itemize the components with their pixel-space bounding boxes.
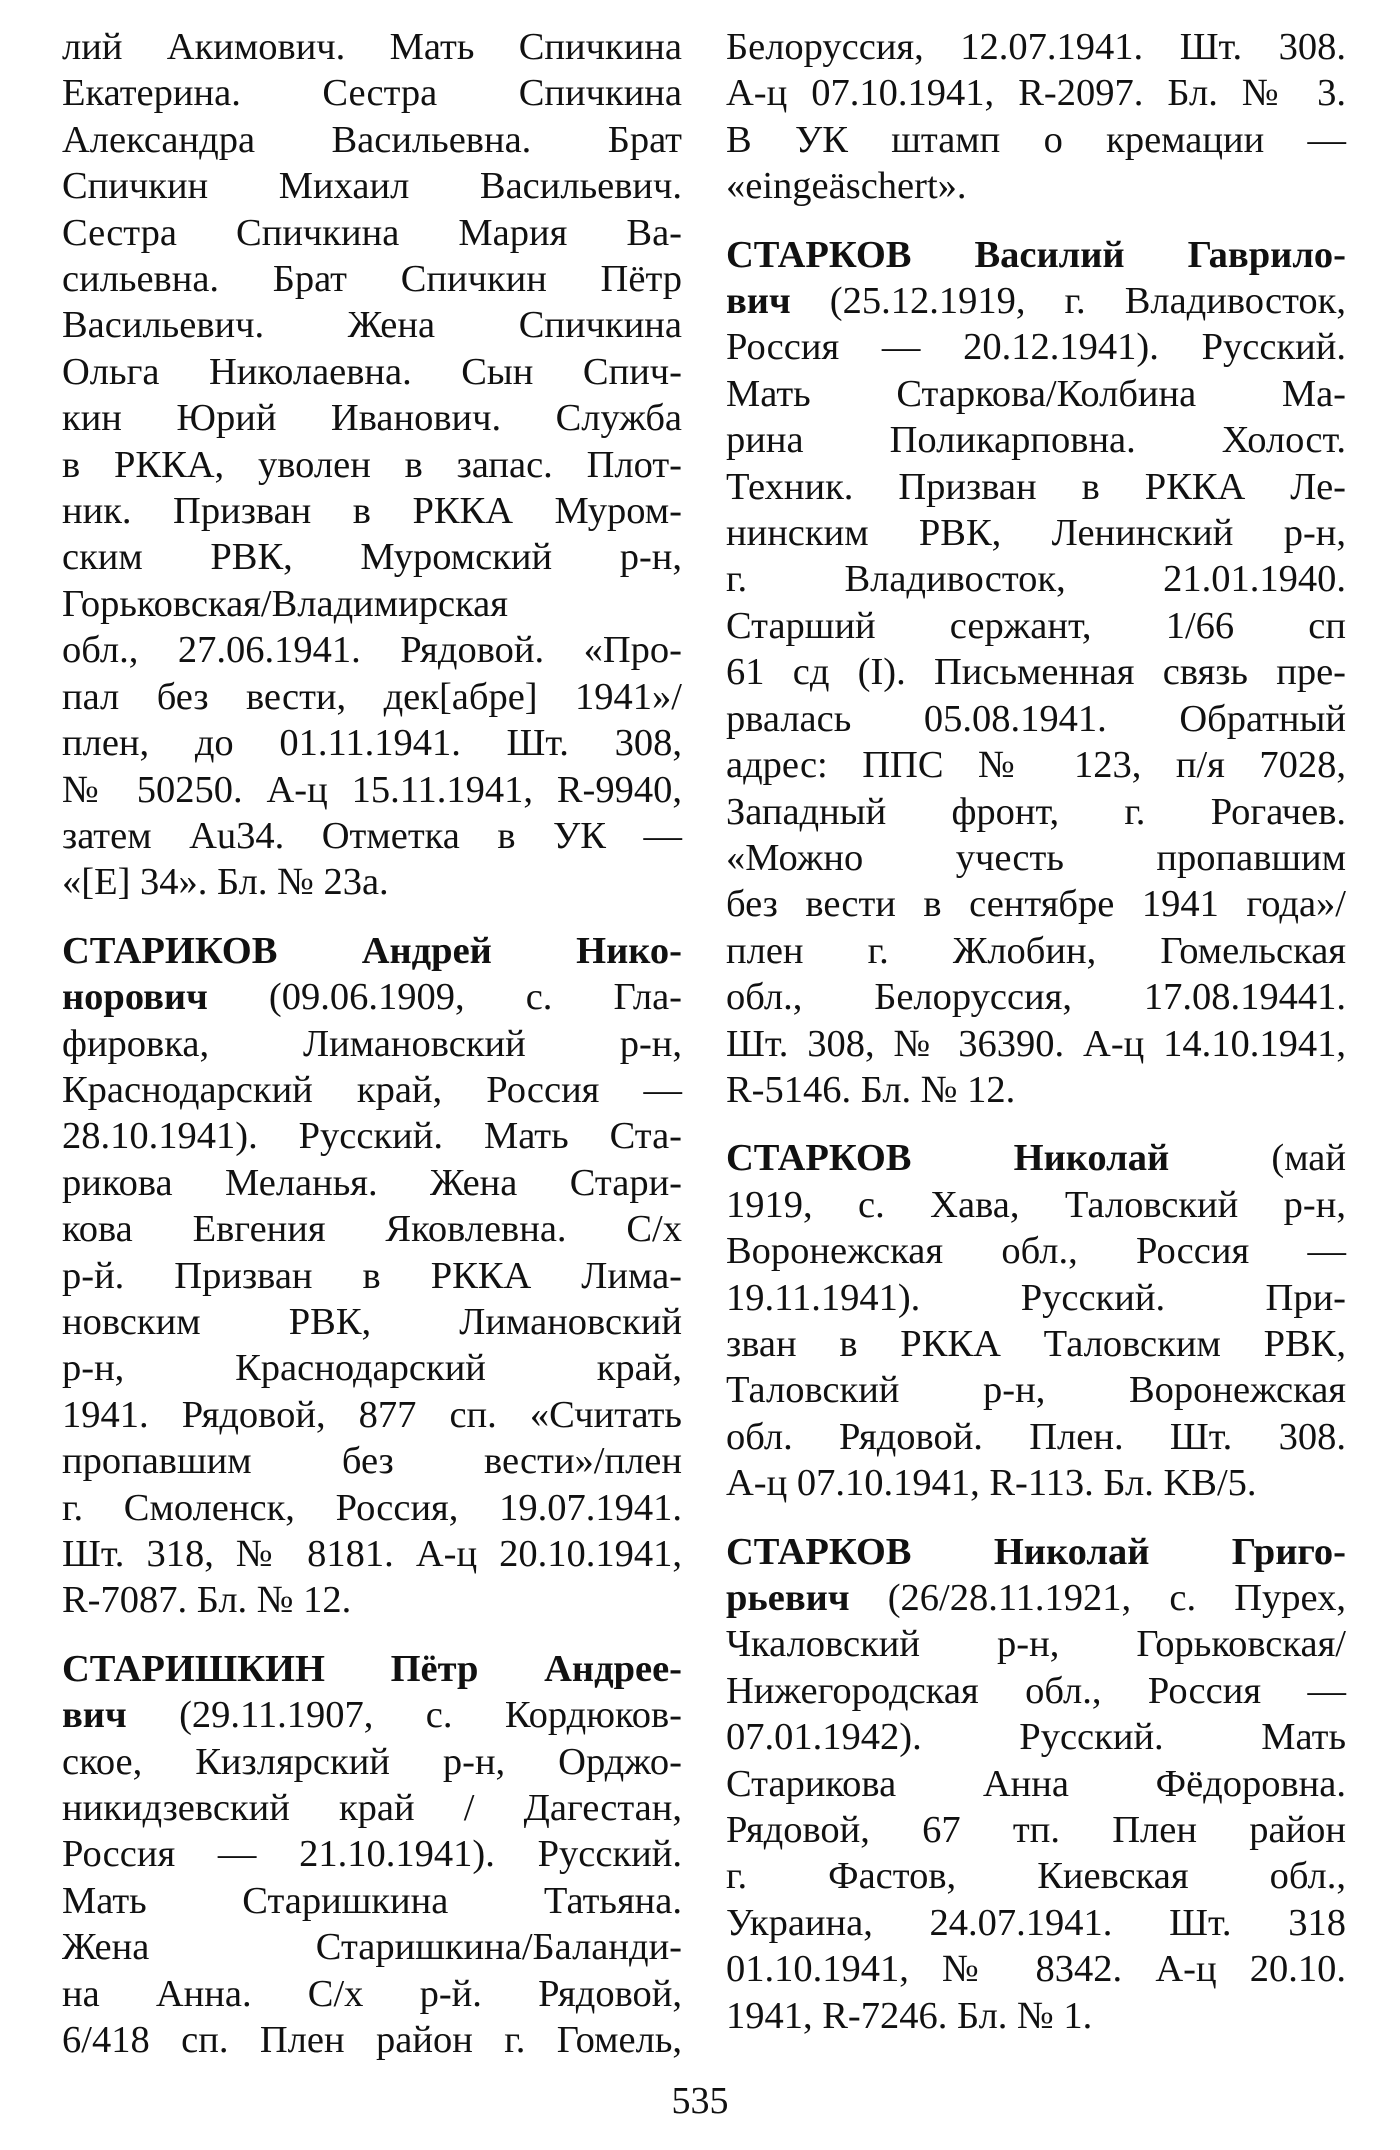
text-line [62, 1531, 682, 1577]
text-segment: без вести в сентябре 1941 года»/ [726, 883, 1346, 926]
text-line [726, 1946, 1346, 1992]
text-line [726, 324, 1346, 370]
text-line [62, 1438, 682, 1484]
text-line [726, 1575, 1346, 1621]
text-segment: никидзевский край / Дагестан, [62, 1787, 682, 1830]
text-segment: Краснодарский край, Россия — [62, 1068, 682, 1111]
paragraph-gap [726, 1113, 1346, 1135]
text-line [62, 674, 682, 720]
text-segment: плен г. Жлобин, Гомельская [726, 929, 1346, 972]
text-segment: Западный фронт, г. Рогачев. [726, 790, 1346, 833]
text-segment: в РККА, уволен в запас. Плот- [62, 443, 682, 486]
paragraph-gap [62, 1624, 682, 1646]
text-line [62, 302, 682, 348]
text-segment: Александра Васильевна. Брат [62, 118, 682, 161]
text-segment: № 50250. А-ц 15.11.1941, R-9940, [62, 768, 682, 811]
text-line [726, 1460, 1346, 1506]
text-segment: (май [1169, 1137, 1346, 1180]
text-segment: R-5146. Бл. № 12. [726, 1068, 1016, 1111]
text-line [726, 1414, 1346, 1460]
text-segment: А-ц 07.10.1941, R-113. Бл. KB/5. [726, 1462, 1257, 1505]
text-segment: 1941, R-7246. Бл. № 1. [726, 1994, 1093, 2037]
text-segment: фировка, Лимановский р-н, [62, 1022, 682, 1065]
text-segment: на Анна. С/х р-й. Рядовой, [62, 1972, 682, 2015]
text-line [62, 24, 682, 70]
text-line [62, 1253, 682, 1299]
text-line [62, 1785, 682, 1831]
text-line [62, 2017, 682, 2063]
text-segment: г. Владивосток, 21.01.1940. [726, 558, 1346, 601]
text-line [62, 163, 682, 209]
text-line [726, 371, 1346, 417]
text-line [726, 742, 1346, 788]
text-segment: Украина, 24.07.1941. Шт. 318 [726, 1901, 1346, 1944]
text-segment: Россия — 21.10.1941). Русский. [62, 1833, 682, 1876]
text-line [726, 835, 1346, 881]
text-segment: кова Евгения Яковлевна. С/х [62, 1208, 682, 1251]
text-segment: затем Au34. Отметка в УК — [62, 814, 682, 857]
text-line [726, 1900, 1346, 1946]
text-line [62, 442, 682, 488]
text-line [726, 928, 1346, 974]
text-segment: 19.11.1941). Русский. При- [726, 1276, 1346, 1319]
text-segment: ским РВК, Муромский р-н, [62, 536, 682, 579]
entry-paragraph [62, 928, 682, 1624]
entry-name-bold: СТАРКОВ Василий Гаврило- [726, 233, 1346, 276]
text-segment: лий Акимович. Мать Спичкина [62, 26, 682, 68]
text-segment: Мать Старишкина Татьяна. [62, 1879, 682, 1922]
text-segment: (09.06.1909, с. Гла- [207, 976, 682, 1019]
text-segment: Горьковская/Владимирская [62, 582, 508, 625]
text-line [62, 210, 682, 256]
text-line [726, 1993, 1346, 2039]
text-line [62, 859, 682, 905]
text-segment: Ольга Николаевна. Сын Спич- [62, 350, 682, 393]
text-line [726, 1621, 1346, 1667]
text-segment: В УК штамп о кремации — [726, 118, 1346, 161]
entry-name-bold: СТАРИКОВ Андрей Нико- [62, 929, 682, 972]
text-line [726, 24, 1346, 70]
text-segment: Екатерина. Сестра Спичкина [62, 72, 682, 115]
text-line [726, 603, 1346, 649]
text-line [726, 70, 1346, 116]
text-segment: адрес: ППС № 123, п/я 7028, [726, 744, 1346, 787]
text-segment: Воронежская обл., Россия — [726, 1230, 1346, 1273]
entry-paragraph [726, 24, 1346, 210]
text-line [62, 1206, 682, 1252]
text-line [62, 1299, 682, 1345]
text-line [726, 1021, 1346, 1067]
text-segment: А-ц 07.10.1941, R-2097. Бл. № 3. [726, 72, 1346, 115]
text-line [726, 232, 1346, 278]
text-line [726, 464, 1346, 510]
text-segment: ник. Призван в РККА Муром- [62, 490, 682, 533]
text-line [726, 117, 1346, 163]
entry-name-bold: вич [726, 280, 791, 323]
text-line [726, 510, 1346, 556]
text-segment: р-н, Краснодарский край, [62, 1347, 682, 1390]
text-line [726, 1853, 1346, 1899]
text-line [62, 581, 682, 627]
text-segment: пропавшим без вести»/плен [62, 1440, 682, 1483]
text-segment: рина Поликарповна. Холост. [726, 419, 1346, 462]
text-segment: р-й. Призван в РККА Лима- [62, 1254, 682, 1297]
page-number: 535 [671, 2080, 729, 2122]
text-segment: Васильевич. Жена Спичкина [62, 304, 682, 347]
text-line [726, 278, 1346, 324]
text-segment: Старикова Анна Фёдоровна. [726, 1762, 1346, 1805]
text-segment: новским РВК, Лимановский [62, 1300, 682, 1343]
text-line [726, 1367, 1346, 1413]
text-line [62, 1739, 682, 1785]
text-line [62, 1345, 682, 1391]
text-segment: 6/418 сп. Плен район г. Гомель, [62, 2019, 682, 2062]
text-segment: (29.11.1907, с. Кордюков- [126, 1694, 682, 1737]
text-line [62, 1021, 682, 1067]
text-segment: плен, до 01.11.1941. Шт. 308, [62, 722, 682, 765]
text-line [62, 1646, 682, 1692]
text-segment: Спичкин Михаил Васильевич. [62, 165, 682, 208]
text-segment: 61 сд (I). Письменная связь пре- [726, 651, 1346, 694]
text-segment: «Можно учесть пропавшим [726, 836, 1346, 879]
text-segment: Шт. 318, № 8181. А-ц 20.10.1941, [62, 1533, 682, 1575]
text-segment: Чкаловский р-н, Горьковская/ [726, 1623, 1346, 1666]
text-line [62, 928, 682, 974]
paragraph-gap [726, 210, 1346, 232]
text-segment: зван в РККА Таловским РВК, [726, 1322, 1346, 1365]
text-line [726, 1321, 1346, 1367]
entry-paragraph [62, 24, 682, 906]
text-line [62, 349, 682, 395]
text-line [62, 1160, 682, 1206]
text-line [726, 1228, 1346, 1274]
text-segment: кин Юрий Иванович. Служба [62, 397, 682, 440]
entry-paragraph [726, 232, 1346, 1114]
text-line [726, 1135, 1346, 1181]
text-line [62, 395, 682, 441]
text-line [62, 534, 682, 580]
text-line [62, 488, 682, 534]
entry-name-bold: СТАРКОВ Николай [726, 1137, 1170, 1180]
text-segment: Шт. 308, № 36390. А-ц 14.10.1941, [726, 1022, 1346, 1065]
text-line [62, 1971, 682, 2017]
text-line [62, 1067, 682, 1113]
text-segment: 07.01.1942). Русский. Мать [726, 1716, 1346, 1759]
text-segment: обл. Рядовой. Плен. Шт. 308. [726, 1415, 1346, 1458]
text-segment: рикова Меланья. Жена Стари- [62, 1161, 682, 1204]
text-line [62, 256, 682, 302]
text-segment: 01.10.1941, № 8342. А-ц 20.10. [726, 1948, 1346, 1991]
text-segment: рвалась 05.08.1941. Обратный [726, 697, 1346, 740]
text-line [62, 1577, 682, 1623]
text-line [726, 696, 1346, 742]
text-line [726, 1807, 1346, 1853]
text-segment: г. Смоленск, Россия, 19.07.1941. [62, 1486, 682, 1529]
text-line [62, 974, 682, 1020]
entry-name-bold: рьевич [726, 1577, 850, 1619]
right-column [726, 24, 1346, 2039]
text-line [726, 1067, 1346, 1113]
text-line [62, 1392, 682, 1438]
text-segment: 28.10.1941). Русский. Мать Ста- [62, 1115, 682, 1158]
text-segment: пал без вести, дек[абре] 1941»/ [62, 675, 682, 718]
text-line [726, 1275, 1346, 1321]
text-segment: R-7087. Бл. № 12. [62, 1579, 352, 1622]
text-segment: «eingeäschert». [726, 165, 967, 208]
text-segment: Белоруссия, 12.07.1941. Шт. 308. [726, 26, 1346, 68]
text-line [62, 627, 682, 673]
text-line [62, 1113, 682, 1159]
text-line [726, 1668, 1346, 1714]
text-segment: сильевна. Брат Спичкин Пётр [62, 258, 682, 301]
text-line [726, 789, 1346, 835]
text-segment: Сестра Спичкина Мария Ва- [62, 211, 682, 254]
text-segment: Россия — 20.12.1941). Русский. [726, 326, 1346, 369]
paragraph-gap [726, 1507, 1346, 1529]
text-segment: нинским РВК, Ленинский р-н, [726, 512, 1346, 555]
entry-name-bold: норович [62, 976, 208, 1019]
left-column [62, 24, 682, 2063]
text-line [62, 1692, 682, 1738]
text-line [726, 881, 1346, 927]
text-line [726, 163, 1346, 209]
text-line [62, 720, 682, 766]
text-line [726, 1761, 1346, 1807]
text-segment: Рядовой, 67 тп. Плен район [726, 1809, 1346, 1852]
text-segment: г. Фастов, Киевская обл., [726, 1855, 1346, 1898]
text-segment: Нижегородская обл., Россия — [726, 1669, 1346, 1712]
text-segment: Жена Старишкина/Баланди- [62, 1926, 682, 1969]
text-line [62, 1485, 682, 1531]
entry-paragraph [62, 1646, 682, 2064]
text-segment: 1919, с. Хава, Таловский р-н, [726, 1183, 1346, 1226]
text-segment: обл., 27.06.1941. Рядовой. «Про- [62, 629, 682, 672]
text-segment: 1941. Рядовой, 877 сп. «Считать [62, 1393, 682, 1436]
text-segment: (26/28.11.1921, с. Пурех, [849, 1577, 1346, 1619]
entry-name-bold: СТАРКОВ Николай Григо- [726, 1530, 1346, 1573]
text-line [62, 1924, 682, 1970]
text-line [62, 767, 682, 813]
text-line [726, 1529, 1346, 1575]
text-segment: Таловский р-н, Воронежская [726, 1369, 1346, 1412]
text-segment: Техник. Призван в РККА Ле- [726, 465, 1346, 508]
paragraph-gap [62, 906, 682, 928]
text-line [62, 1878, 682, 1924]
text-line [726, 974, 1346, 1020]
text-line [726, 1182, 1346, 1228]
text-line [726, 1714, 1346, 1760]
text-line [62, 70, 682, 116]
text-segment: «[E] 34». Бл. № 23а. [62, 861, 389, 904]
text-line [726, 649, 1346, 695]
entry-paragraph [726, 1135, 1346, 1506]
text-line [726, 556, 1346, 602]
text-line [726, 417, 1346, 463]
text-segment: обл., Белоруссия, 17.08.19441. [726, 976, 1346, 1019]
text-segment: ское, Кизлярский р-н, Орджо- [62, 1740, 682, 1783]
entry-paragraph [726, 1529, 1346, 2039]
text-segment: Мать Старкова/Колбина Ма- [726, 372, 1346, 415]
text-line [62, 813, 682, 859]
text-line [62, 1831, 682, 1877]
text-line [62, 117, 682, 163]
text-segment: Старший сержант, 1/66 сп [726, 604, 1346, 647]
entry-name-bold: вич [62, 1694, 127, 1737]
text-segment: (25.12.1919, г. Владивосток, [790, 280, 1346, 323]
entry-name-bold: СТАРИШКИН Пётр Андрее- [62, 1647, 682, 1690]
